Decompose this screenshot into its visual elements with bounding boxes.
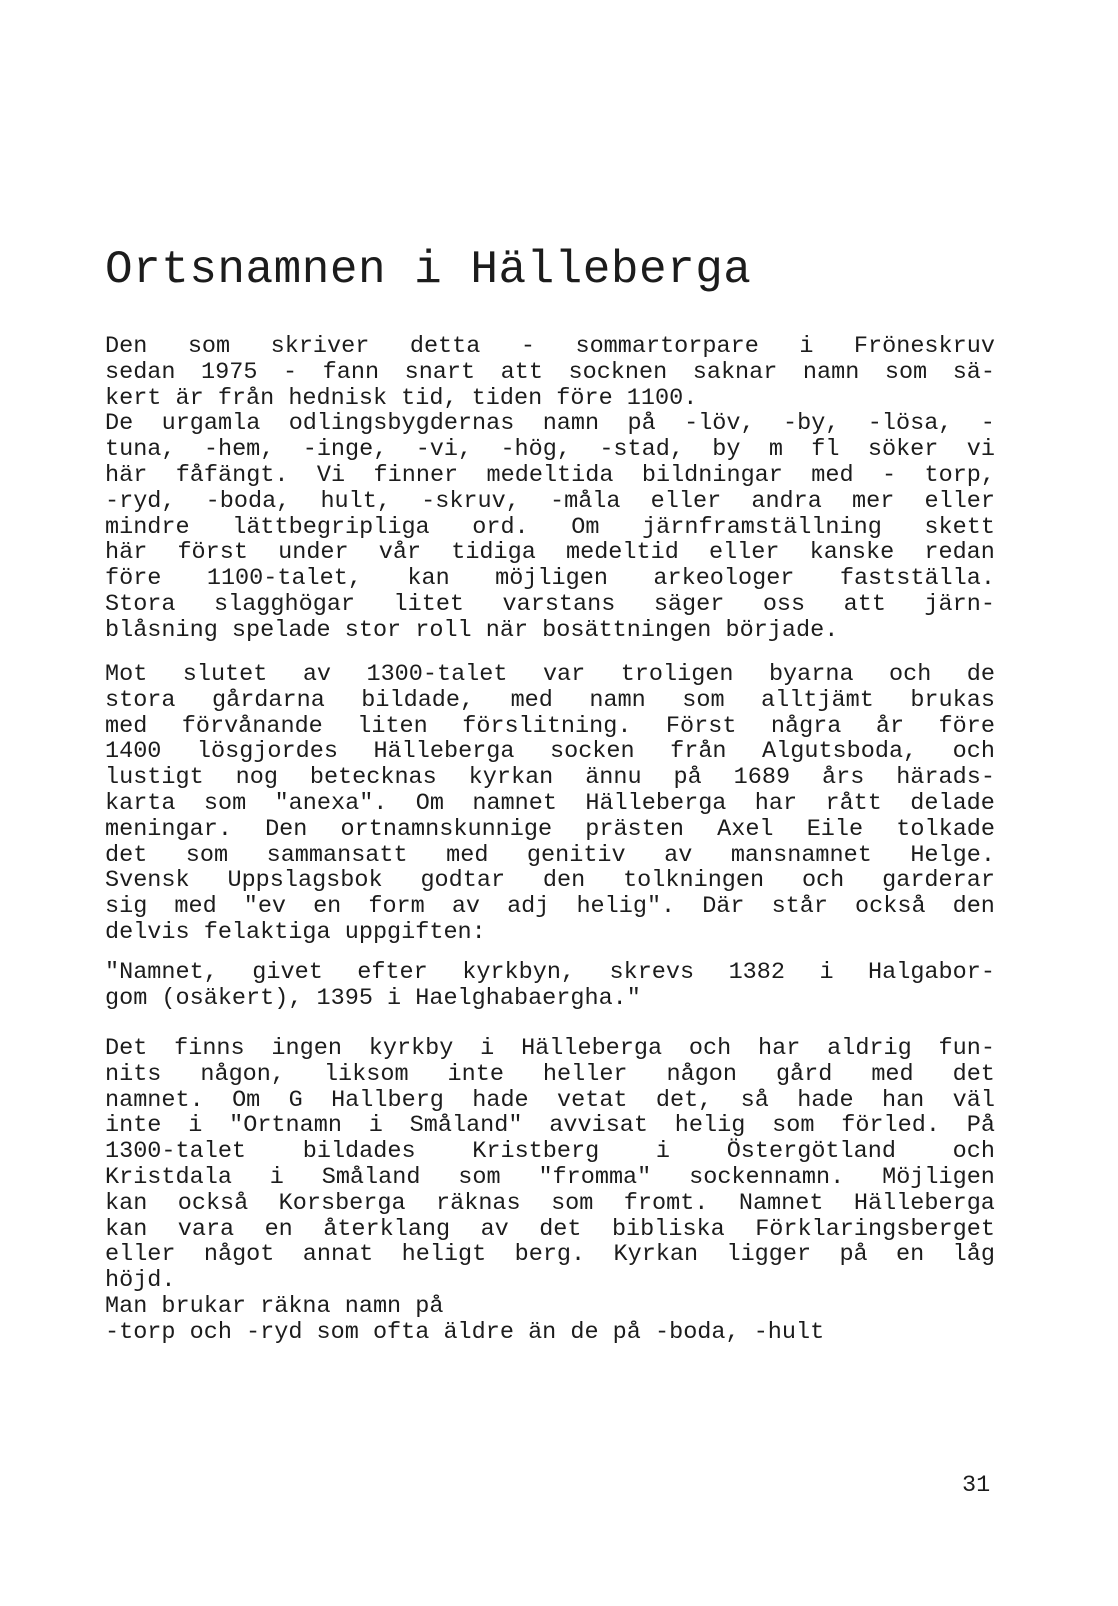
paragraph-2	[105, 662, 995, 946]
text-line: det som sammansatt med genitiv av mansnamnet Helge.	[105, 841, 995, 869]
text-line: De urgamla odlingsbygdernas namn på -löv, -by, -lösa, -	[105, 410, 995, 438]
text-line: Det finns ingen kyrkby i Hälleberga och har aldrig fun-	[105, 1035, 995, 1062]
text-line: nits någon, liksom inte heller någon gård med det	[105, 1060, 995, 1088]
text-line: karta som "anexa". Om namnet Hälleberga har rått delade	[105, 789, 995, 817]
paragraph-quote	[105, 960, 995, 1012]
text-line: mindre lättbegripliga ord. Om järnframställning skett	[105, 513, 995, 541]
text-line: lustigt nog betecknas kyrkan ännu på 1689 års härads-	[105, 764, 995, 792]
text-line: kan också Korsberga räknas som fromt. Namnet Hälleberga	[105, 1189, 995, 1217]
text-line: Mot slutet av 1300-talet var troligen byarna och de	[105, 661, 995, 688]
paragraph-1	[105, 334, 995, 644]
text-line: höjd.	[105, 1267, 176, 1295]
page-number: 31	[962, 1472, 991, 1499]
text-line: gom (osäkert), 1395 i Haelghabaergha."	[105, 984, 641, 1012]
text-line: namnet. Om G Hallberg hade vetat det, så hade han väl	[105, 1086, 995, 1114]
text-line: "Namnet, givet efter kyrkbyn, skrevs 1382 i Halgabor-	[105, 959, 995, 986]
text-line: här först under vår tidiga medeltid eller kanske redan	[105, 539, 995, 567]
text-line: Stora slagghögar litet varstans säger oss att järn-	[105, 590, 995, 618]
text-line: 1400 lösgjordes Hälleberga socken från Algutsboda, och	[105, 738, 995, 766]
text-line: Svensk Uppslagsbok godtar den tolkningen och garderar	[105, 867, 995, 895]
text-line: med förvånande liten förslitning. Först några år före	[105, 712, 995, 740]
text-line: blåsning spelade stor roll när bosättningen började.	[105, 616, 839, 644]
page-title: Ortsnamnen i Hälleberga	[105, 244, 752, 296]
text-line: eller något annat heligt berg. Kyrkan ligger på en låg	[105, 1241, 995, 1269]
text-line: kan vara en återklang av det bibliska Förklaringsberget	[105, 1215, 995, 1243]
text-line: sedan 1975 - fann snart att socknen saknar namn som sä-	[105, 358, 995, 386]
text-line: här fåfängt. Vi finner medeltida bildningar med - torp,	[105, 461, 995, 489]
text-line: 1300-talet bildades Kristberg i Östergötland och	[105, 1138, 995, 1166]
text-line: före 1100-talet, kan möjligen arkeologer fastställa.	[105, 565, 995, 593]
text-line: Den som skriver detta - sommartorpare i Fröneskruv	[105, 333, 995, 360]
text-line: tuna, -hem, -inge, -vi, -hög, -stad, by m fl söker vi	[105, 436, 995, 464]
text-line: -torp och -ryd som ofta äldre än de på -boda, -hult	[105, 1318, 825, 1346]
text-line: inte i "Ortnamn i Småland" avvisat helig som förled. På	[105, 1112, 995, 1140]
text-line: -ryd, -boda, hult, -skruv, -måla eller andra mer eller	[105, 487, 995, 515]
text-line: Man brukar räkna namn på	[105, 1292, 444, 1320]
text-line: Kristdala i Småland som "fromma" sockennamn. Möjligen	[105, 1163, 995, 1191]
paragraph-3	[105, 1036, 995, 1346]
text-line: stora gårdarna bildade, med namn som alltjämt brukas	[105, 686, 995, 714]
text-line: sig med "ev en form av adj helig". Där står också den	[105, 893, 995, 921]
text-line: meningar. Den ortnamnskunnige prästen Axel Eile tolkade	[105, 815, 995, 843]
text-line: delvis felaktiga uppgiften:	[105, 918, 486, 946]
text-line: kert är från hednisk tid, tiden före 1100.	[105, 384, 698, 412]
